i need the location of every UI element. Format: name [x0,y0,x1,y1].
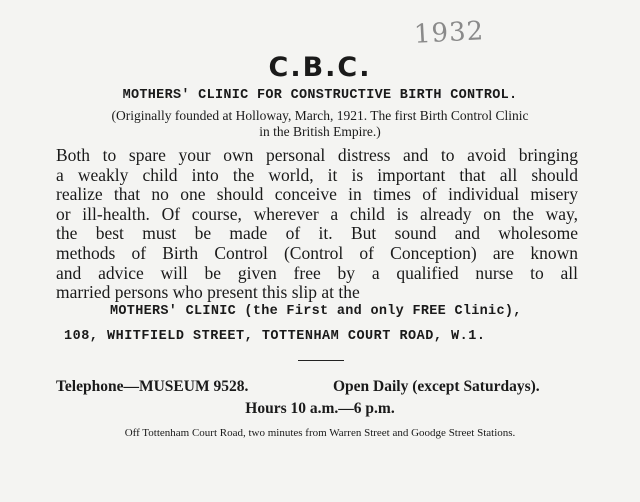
body-line: and advice will be given free by a qualified nurse to all [56,262,578,283]
clinic-subtitle: MOTHERS' CLINIC FOR CONSTRUCTIVE BIRTH CONTROL. [122,88,518,103]
clinic-name-line: MOTHERS' CLINIC (the First and only FREE Clinic), [110,304,522,319]
body-line: or ill-health. Of course, wherever a child is already on the way, [56,203,578,224]
body-line: a weakly child into the world, it is important that all should [56,164,578,185]
card-title: C.B.C. [268,52,372,83]
founded-note-line-2: in the British Empire.) [259,124,381,139]
founded-note-line-1: (Originally founded at Holloway, March, 1921. The first Birth Control Clinic [111,108,529,123]
body-line: methods of Birth Control (Control of Conception) are known [56,242,578,263]
open-days: Open Daily (except Saturdays). [333,378,540,395]
body-line: realize that no one should conceive in times of individual misery [56,184,578,205]
body-line: the best must be made of it. But sound and wholesome [56,223,578,244]
body-paragraph [56,146,578,303]
founded-note [50,108,590,140]
divider [298,360,344,361]
body-line: married persons who present this slip at the [56,282,360,303]
clinic-address-line: 108, WHITFIELD STREET, TOTTENHAM COURT ROAD, W.1. [64,329,486,344]
telephone: Telephone—MUSEUM 9528. [56,378,249,395]
directions: Off Tottenham Court Road, two minutes from Warren Street and Goodge Street Stations. [124,427,516,439]
opening-hours: Hours 10 a.m.—6 p.m. [245,400,395,417]
body-line: Both to spare your own personal distress and to avoid bringing [56,145,578,165]
handwritten-year: 1932 [413,16,485,50]
